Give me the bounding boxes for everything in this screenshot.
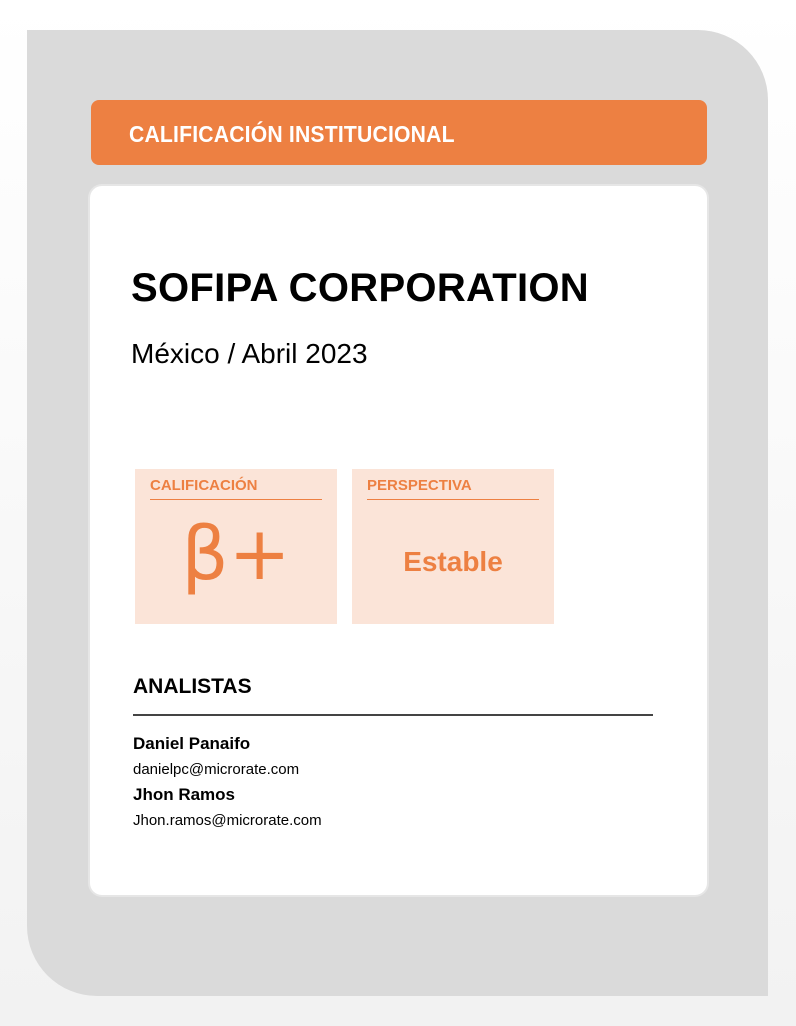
report-type-title: CALIFICACIÓN INSTITUCIONAL [129,121,455,147]
country-date: México / Abril 2023 [131,338,368,369]
outlook-label: PERSPECTIVA [367,477,539,500]
company-name: SOFIPA CORPORATION [131,266,589,310]
rating-box [135,469,337,624]
analyst-name: Jhon Ramos [133,785,236,804]
outlook-value: Estable [403,546,503,577]
analyst-email[interactable]: Jhon.ramos@microrate.com [133,812,322,829]
rating-value: β+ [181,511,291,597]
cover-card [90,186,707,895]
divider [133,714,653,716]
report-type-banner [91,100,707,165]
analyst-email[interactable]: danielpc@microrate.com [133,761,300,778]
analysts-heading: ANALISTAS [133,675,252,698]
rating-label: CALIFICACIÓN [150,477,322,500]
outlook-box [352,469,554,624]
analyst-name: Daniel Panaifo [133,734,251,753]
